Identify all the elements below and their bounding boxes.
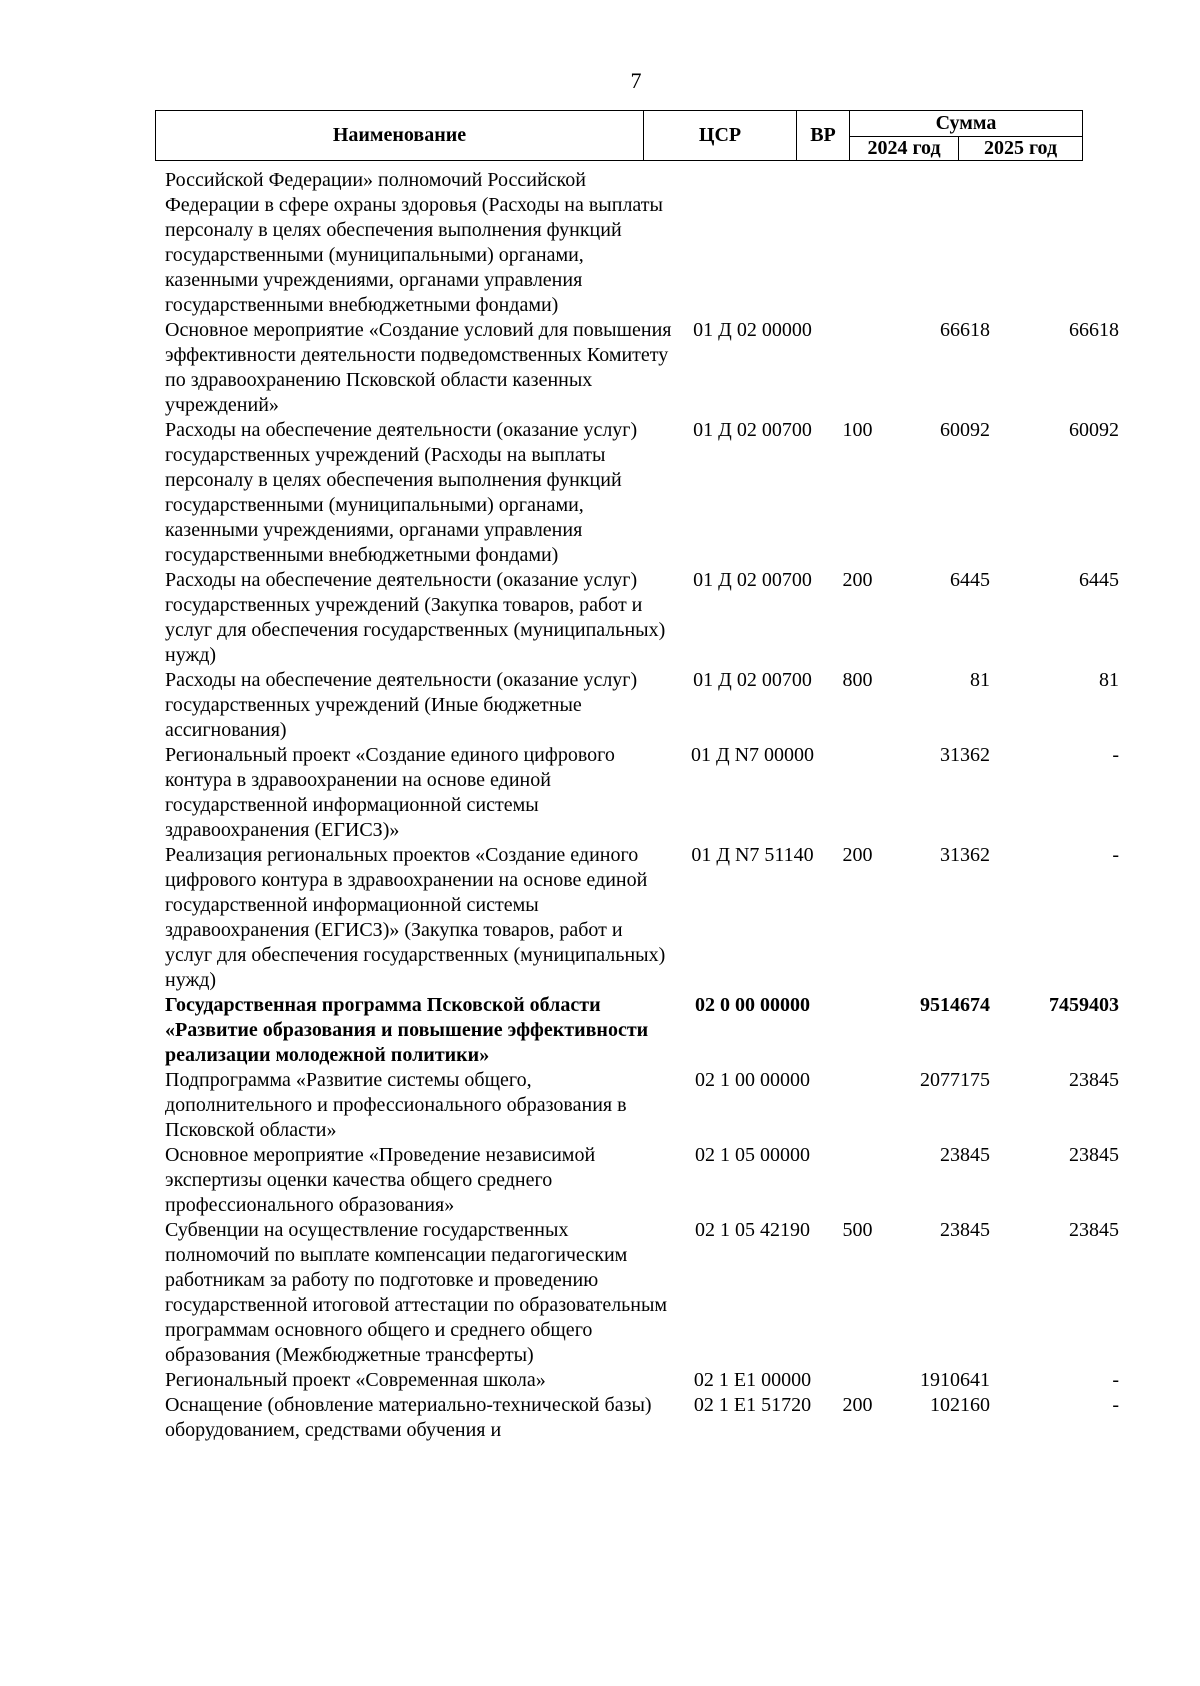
row-name: Государственная программа Псковской области «Развитие образования и повышение эффективности реализации молодежной политики»	[165, 994, 649, 1066]
row-2024: 6445	[950, 569, 990, 591]
row-name: Расходы на обеспечение деятельности (оказание услуг) государственных учреждений (Расходы на выплаты персоналу в целях обеспечения выполнения функций государственными (муниципальными) органами, казенными учреждениями, органами управления государственными внебюджетными фондами)	[165, 419, 638, 566]
row-2024: 31362	[940, 844, 990, 866]
row-2025: 23845	[1069, 1219, 1119, 1241]
row-2024: 60092	[940, 419, 990, 441]
table-body	[165, 168, 1125, 1443]
row-2025: -	[1112, 844, 1119, 866]
row-name: Региональный проект «Создание единого цифрового контура в здравоохранении на основе единой государственной информационной системы здравоохранения (ЕГИСЗ)»	[165, 744, 615, 841]
row-2024: 81	[970, 669, 990, 691]
row-name: Расходы на обеспечение деятельности (оказание услуг) государственных учреждений (Закупка товаров, работ и услуг для обеспечения государственных (муниципальных) нужд)	[165, 569, 666, 666]
row-2025: 7459403	[1049, 994, 1119, 1016]
row-2025: 6445	[1079, 569, 1119, 591]
row-name: Региональный проект «Современная школа»	[165, 1369, 546, 1391]
row-2025: 23845	[1069, 1069, 1119, 1091]
row-vr: 200	[842, 844, 873, 866]
row-2025: 60092	[1069, 419, 1119, 441]
row-csr: 02 1 E1 51720	[693, 1394, 812, 1416]
row-csr: 02 1 05 00000	[695, 1144, 810, 1166]
row-name: Субвенции на осуществление государственных полномочий по выплате компенсации педагогическим работникам за работу по подготовке и проведению государственной итоговой аттестации по образовательным программам основного общего и среднего общего образования (Межбюджетные трансферты)	[165, 1219, 668, 1366]
table-row	[165, 668, 1125, 743]
row-name: Российской Федерации» полномочий Российской Федерации в сфере охраны здоровья (Расходы на выплаты персоналу в целях обеспечения выполнения функций государственными (муниципальными) органами, казенными учреждениями, органами управления государственными внебюджетными фондами)	[165, 169, 663, 316]
header-csr: ЦСР	[644, 111, 797, 161]
row-name: Оснащение (обновление материально-технической базы) оборудованием, средствами обучения и	[165, 1394, 652, 1441]
row-csr: 01 Д 02 00000	[693, 319, 812, 341]
header-2024: 2024 год	[850, 137, 959, 161]
row-vr: 100	[842, 419, 873, 441]
row-csr: 01 Д 02 00700	[693, 419, 812, 441]
row-csr: 01 Д N7 51140	[691, 844, 814, 866]
table-row	[165, 843, 1125, 993]
row-2024: 31362	[940, 744, 990, 766]
row-name: Расходы на обеспечение деятельности (оказание услуг) государственных учреждений (Иные бюджетные ассигнования)	[165, 669, 638, 741]
table-row	[165, 1393, 1125, 1443]
row-2024: 66618	[940, 319, 990, 341]
row-name: Основное мероприятие «Проведение независимой экспертизы оценки качества общего среднего профессионального образования»	[165, 1144, 596, 1216]
table-row	[165, 1368, 1125, 1393]
table-row	[165, 1143, 1125, 1218]
row-csr: 01 Д 02 00700	[693, 669, 812, 691]
row-csr: 01 Д 02 00700	[693, 569, 812, 591]
table-row	[165, 1218, 1125, 1368]
row-2024: 2077175	[920, 1069, 990, 1091]
table-row	[165, 1068, 1125, 1143]
row-2024: 102160	[930, 1394, 990, 1416]
table-row	[165, 568, 1125, 668]
row-csr: 02 0 00 00000	[695, 994, 810, 1016]
row-2024: 9514674	[920, 994, 990, 1016]
row-vr: 800	[842, 669, 873, 691]
row-2025: -	[1112, 1394, 1119, 1416]
header-vr: ВР	[797, 111, 850, 161]
row-vr: 500	[842, 1219, 873, 1241]
table-row	[165, 993, 1125, 1068]
row-2024: 23845	[940, 1219, 990, 1241]
row-vr: 200	[842, 569, 873, 591]
row-name: Реализация региональных проектов «Создание единого цифрового контура в здравоохранении на основе единой государственной информационной системы здравоохранения (ЕГИСЗ)» (Закупка товаров, работ и услуг для обеспечения государственных (муниципальных) нужд)	[165, 844, 666, 991]
table-header	[155, 110, 1083, 161]
row-name: Основное мероприятие «Создание условий для повышения эффективности деятельности подведомственных Комитету по здравоохранению Псковской области казенных учреждений»	[165, 319, 672, 416]
row-csr: 02 1 00 00000	[695, 1069, 810, 1091]
table-row	[165, 318, 1125, 418]
row-2024: 1910641	[920, 1369, 990, 1391]
row-csr: 01 Д N7 00000	[690, 744, 815, 766]
row-vr: 200	[842, 1394, 873, 1416]
header-2025: 2025 год	[959, 137, 1083, 161]
row-2025: 81	[1099, 669, 1119, 691]
row-2024: 23845	[940, 1144, 990, 1166]
table-row	[165, 418, 1125, 568]
header-name: Наименование	[156, 111, 644, 161]
row-2025: -	[1112, 744, 1119, 766]
row-csr: 02 1 05 42190	[695, 1219, 810, 1241]
row-2025: 66618	[1069, 319, 1119, 341]
table-row	[165, 168, 1125, 318]
row-name: Подпрограмма «Развитие системы общего, дополнительного и профессионального образования в Псковской области»	[165, 1069, 627, 1141]
row-2025: 23845	[1069, 1144, 1119, 1166]
row-csr: 02 1 E1 00000	[693, 1369, 812, 1391]
table-row	[165, 743, 1125, 843]
page-number: 7	[630, 68, 642, 93]
row-2025: -	[1112, 1369, 1119, 1391]
header-sum: Сумма	[850, 111, 1083, 137]
